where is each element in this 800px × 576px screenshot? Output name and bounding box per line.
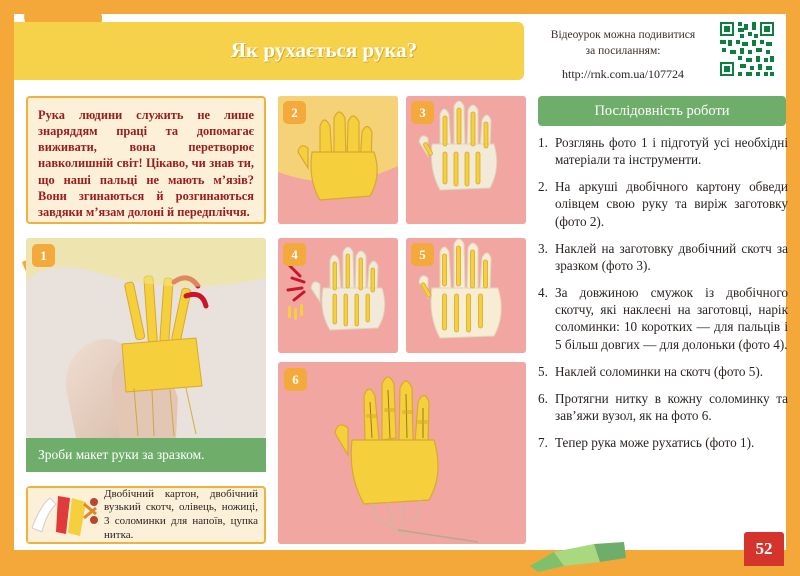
list-item-number: 7. xyxy=(538,435,548,451)
list-item xyxy=(538,434,788,451)
list-item-number: 2. xyxy=(538,179,548,195)
photo-1-caption: Зроби макет руки за зразком. xyxy=(26,438,266,472)
photo-6-finished-hand xyxy=(278,362,526,544)
page-title-band xyxy=(14,22,524,80)
page-border-right xyxy=(786,0,800,576)
sequence-heading: Послідовність роботи xyxy=(538,96,786,126)
sequence-list xyxy=(538,134,788,461)
materials-card xyxy=(26,486,266,544)
photo-5-straws-glued xyxy=(406,238,526,353)
page-border-left xyxy=(0,0,14,576)
video-link[interactable]: http://rnk.com.ua/107724 xyxy=(562,67,684,82)
crayon-icon xyxy=(520,532,632,572)
list-item xyxy=(538,240,788,274)
list-item-number: 4. xyxy=(538,285,548,301)
list-item-text: За довжиною смужок із двобічного скотчу, які наклеєні на заготовці, нарік соломинки: 10 коротких — для пальців і 5 більш довгих — для долоньки (фото 4). xyxy=(555,285,788,352)
page-border-top xyxy=(0,0,800,14)
list-item-text: Розглянь фото 1 і підготуй усі необхідні матеріали та інструменти. xyxy=(555,135,788,168)
photo-2-hand-outline xyxy=(278,96,398,224)
photo-3-tape-strips xyxy=(406,96,526,224)
page-title: Як рухається рука? xyxy=(230,38,418,62)
materials-text: Двобічний картон, двобічний вузький скотч, олівець, ножиці, 3 соломинки для напоїв, цупка нитка. xyxy=(104,487,258,541)
page-border-bottom xyxy=(0,550,800,576)
qr-caption xyxy=(528,28,718,82)
qr-code-icon[interactable] xyxy=(716,18,778,80)
list-item-text: На аркуші двобічного картону обведи олівцем свою руку та виріж заготовку (фото 2). xyxy=(555,179,788,229)
photo-4-badge: 4 xyxy=(283,243,306,266)
photo-3-badge: 3 xyxy=(411,101,434,124)
list-item xyxy=(538,178,788,229)
materials-icon xyxy=(28,488,102,542)
intro-text-card xyxy=(26,96,266,224)
intro-text: Рука людини служить не лише знаряддям праці та допомагає виживати, вона перетворює навколишній світ! Цікаво, чи знав ти, що наші пальці не мають м’язів? Вони згинаються й розгинаються завдяки м’язам долоні й передпліччя. xyxy=(38,108,254,219)
list-item-text: Наклей соломинки на скотч (фото 5). xyxy=(555,363,764,379)
qr-caption-line2: за посиланням: xyxy=(585,44,661,57)
photo-6-badge: 6 xyxy=(284,368,307,391)
list-item-number: 6. xyxy=(538,390,548,406)
photo-2-badge: 2 xyxy=(283,101,306,124)
qr-caption-line1: Відеоурок можна подивитися xyxy=(550,29,696,41)
photo-5-badge: 5 xyxy=(411,243,434,266)
page-number-badge: 52 xyxy=(744,532,784,566)
list-item xyxy=(538,363,788,380)
photo-4-cut-straws xyxy=(278,238,398,353)
list-item-number: 1. xyxy=(538,135,548,150)
list-item-text: Тепер рука може рухатись (фото 1). xyxy=(555,435,755,451)
list-item-number: 5. xyxy=(538,363,548,379)
photo-1-hand-model xyxy=(26,238,266,438)
list-item xyxy=(538,390,788,424)
list-item xyxy=(538,284,788,353)
list-item xyxy=(538,134,788,168)
list-item-number: 3. xyxy=(538,240,548,256)
list-item-text: Протягни нитку в кожну соломинку та зав’яжи вузол, як на фото 6. xyxy=(555,390,788,424)
photo-1-badge: 1 xyxy=(32,244,55,267)
list-item-text: Наклей на заготовку двобічний скотч за зразком (фото 3). xyxy=(555,240,788,273)
